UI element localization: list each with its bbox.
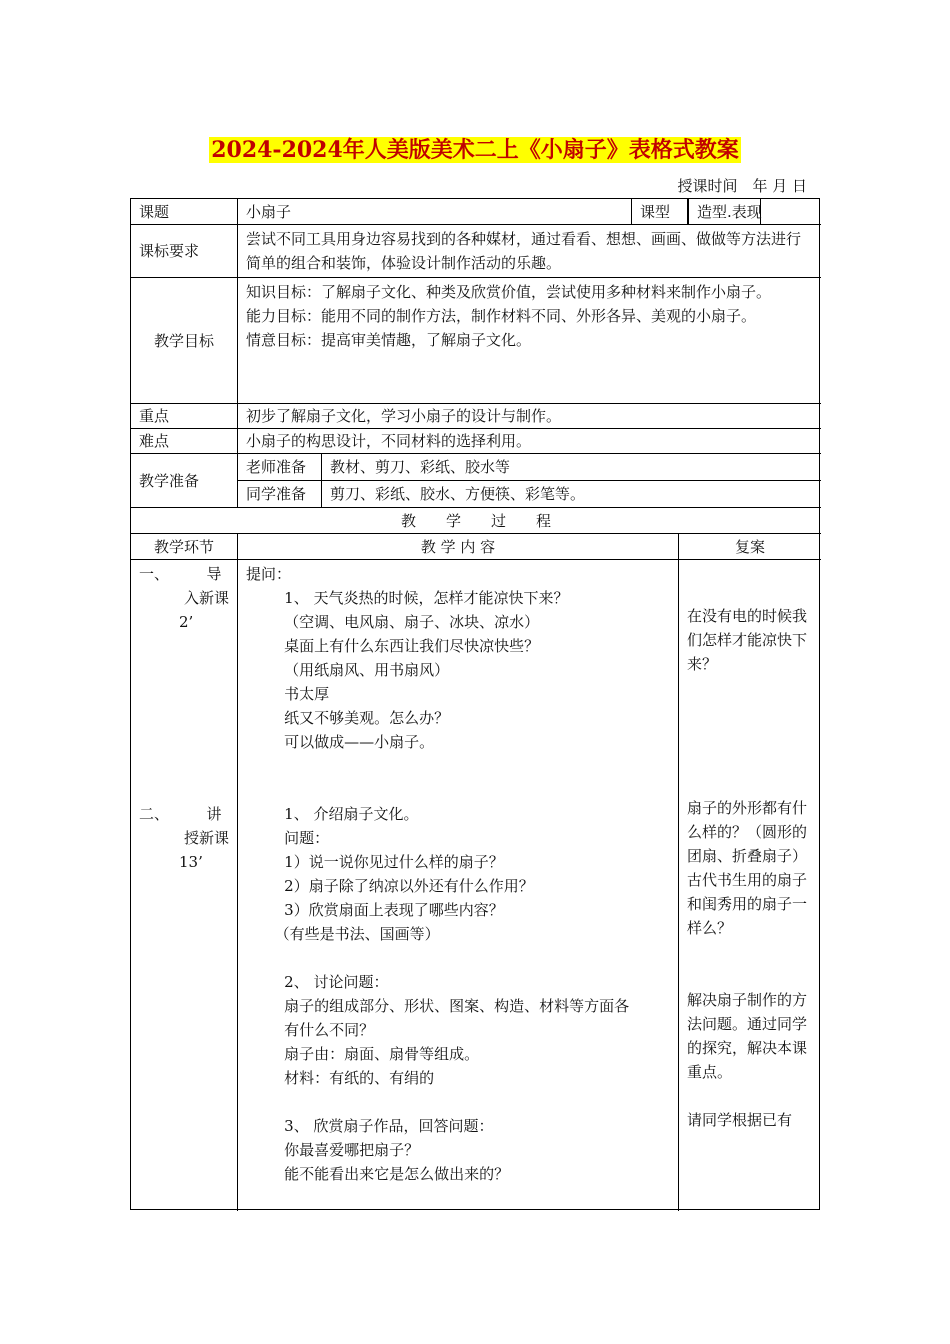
stage1-name: 入新课 [183,589,229,607]
content-column [238,560,679,1211]
ability-objective: 能力目标：能用不同的制作方法，制作材料不同、外形各异、美观的小扇子。 [246,307,757,325]
process-heading: 教 学 过 程 [131,508,821,534]
stage2-line: 2、 讨论问题： [246,973,389,991]
stage2-line [246,1090,670,1114]
stage1-note: 在没有电的时候我们怎样才能凉快下来？ [687,607,808,673]
stage1-line: 书太厚 [246,685,330,703]
type-value: 造型.表现 [688,199,821,225]
class-date-line: 授课时间 年 月 日 [677,177,807,195]
stage2-line: 2）扇子除了纳凉以外还有什么作用？ [246,877,534,895]
emotion-objective: 情意目标：提高审美情趣，了解扇子文化。 [246,331,532,349]
stage-column-header: 教学环节 [131,534,238,560]
stage-column [131,560,238,1211]
objectives-label: 教学目标 [131,278,238,404]
stage1-line: 桌面上有什么东西让我们尽快凉快些？ [246,637,540,655]
stage2-line: 你最喜爱哪把扇子？ [246,1141,420,1159]
stage2-note-shapes: 扇子的外形都有什么样的？（圆形的团扇、折叠扇子） [687,799,808,865]
objectives-content [238,278,821,404]
stage2-line: 3、 欣赏扇子作品，回答问题： [246,1117,494,1135]
stage1-line: 可以做成——小扇子。 [246,733,435,751]
preparation-label: 教学准备 [131,454,238,508]
stage2-line: 扇子由：扇面、扇骨等组成。 [246,1045,480,1063]
stage2-line: 有什么不同？ [246,1021,375,1039]
stage1-line: （空调、电风扇、扇子、冰块、凉水） [246,613,540,631]
stage2-number: 二、 讲 [139,805,222,823]
type-label: 课型 [631,199,688,225]
stage2-line: 问题： [246,829,330,847]
stage2-line: 能不能看出来它是怎么做出来的？ [246,1165,510,1183]
stage2-line: 材料：有纸的、有绢的 [246,1069,435,1087]
document-title: 2024-2024年人美版美术二上《小扇子》表格式教案 [211,137,739,163]
notes-column-header: 复案 [679,534,821,560]
stage1-line: 1、 天气炎热的时候，怎样才能凉快下来？ [246,589,569,607]
stage2-note-history: 古代书生用的扇子和闺秀用的扇子一样么？ [687,871,808,937]
stage2-line: 1、 介绍扇子文化。 [246,805,419,823]
stage1-block [139,562,229,634]
stage2-name: 授新课 [183,829,229,847]
standard-label: 课标要求 [131,225,238,278]
stage2-block [139,802,229,874]
stage2-line [246,946,670,970]
stage1-line: 纸又不够美观。怎么办？ [246,709,450,727]
student-prep-text: 剪刀、彩纸、胶水、方便筷、彩笔等。 [322,481,821,508]
student-prep-label: 同学准备 [238,481,322,508]
stage2-content [246,802,670,1186]
teacher-prep-text: 教材、剪刀、彩纸、胶水等 [322,454,821,481]
stage1-line: （用纸扇风、用书扇风） [246,661,450,679]
difficulty-text: 小扇子的构思设计，不同材料的选择利用。 [238,429,821,454]
stage2-line: （有些是书法、国画等） [246,925,440,943]
lesson-plan-table [130,198,820,1210]
stage2-line: 1）说一说你见过什么样的扇子？ [246,853,504,871]
topic-label: 课题 [131,199,238,225]
stage2-line: 扇子的组成部分、形状、图案、构造、材料等方面各 [246,997,630,1015]
stage1-number: 一、 导 [139,565,222,583]
stage1-time: 2’ [179,613,194,631]
difficulty-label: 难点 [131,429,238,454]
key-point-label: 重点 [131,404,238,429]
stage2-note-method: 解决扇子制作的方法问题。通过同学的探究，解决本课重点。 [687,991,808,1081]
topic-value: 小扇子 [238,199,761,225]
standard-text: 尝试不同工具用身边容易找到的各种媒材，通过看看、想想、画画、做做等方法进行简单的组合和装饰，体验设计制作活动的乐趣。 [238,225,821,278]
content-column-header: 教 学 内 容 [238,534,679,560]
stage1-line: 提问： [246,565,292,583]
stage1-content [246,562,670,754]
key-point-text: 初步了解扇子文化，学习小扇子的设计与制作。 [238,404,821,429]
stage2-time: 13’ [179,853,203,871]
notes-column [679,560,821,1211]
knowledge-objective: 知识目标：了解扇子文化、种类及欣赏价值，尝试使用多种材料来制作小扇子。 [246,283,772,301]
stage2-line: 3）欣赏扇面上表现了哪些内容？ [246,901,504,919]
teacher-prep-label: 老师准备 [238,454,322,481]
stage2-note-next: 请同学根据已有 [687,1111,793,1129]
